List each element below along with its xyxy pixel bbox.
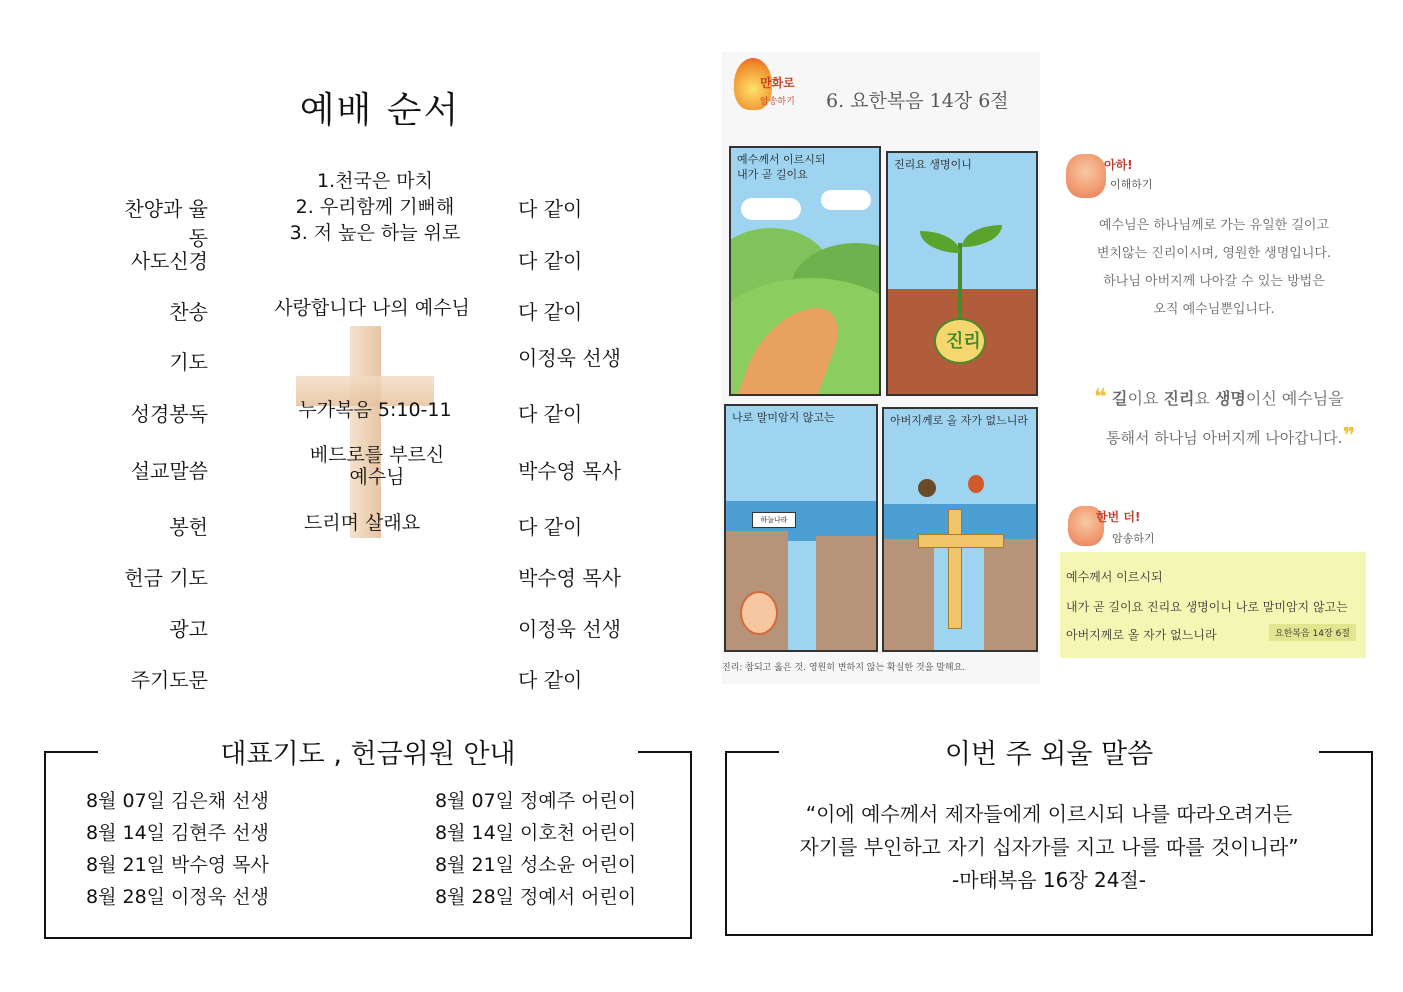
cross-decoration-vertical: [350, 326, 381, 538]
cross-bridge-horizontal: [918, 534, 1004, 548]
memo-reference: 요한복음 14장 6절: [1269, 624, 1356, 641]
comic-panel-way: [729, 146, 881, 396]
order-leader-prayer: 이정욱 선생: [518, 346, 621, 370]
order-leader-sermon: 박수영 목사: [518, 459, 621, 483]
order-label-offering-prayer: 헌금 기도: [124, 566, 208, 590]
understand-heading: 아하!: [1104, 158, 1133, 172]
commentary-body: 예수님은 하나님께로 가는 유일한 길이고 변치않는 진리이시며, 영원한 생명입니다. 하나님 아버지께 나아갈 수 있는 방법은 오직 예수님뿐입니다.: [1096, 218, 1332, 317]
prayer-box-title: 대표기도 , 헌금위원 안내: [220, 739, 516, 770]
list-item: 8월 21일 박수영 목사: [86, 854, 269, 876]
order-leader-creed: 다 같이: [518, 249, 583, 273]
order-label-praise: 찬양과 율동: [124, 197, 208, 250]
memory-note: [1060, 552, 1366, 658]
order-leader-offering: 다 같이: [518, 515, 583, 539]
worship-order-title: 예배 순서: [299, 90, 461, 131]
order-label-lords-prayer: 주기도문: [130, 668, 208, 692]
verse-line-1: “이에 예수께서 제자들에게 이르시되 나를 따라오려거든: [805, 802, 1293, 826]
panel-2-caption: 진리요 생명이니: [894, 158, 972, 171]
memo-line-2: 내가 곧 길이요 진리요 생명이니 나로 말미암지 않고는: [1066, 600, 1348, 614]
verse-line-2: 자기를 부인하고 자기 십자가를 지고 나를 따를 것이니라”: [799, 835, 1299, 859]
order-leader-lords-prayer: 다 같이: [518, 668, 583, 692]
list-item: 8월 28일 이정욱 선생: [86, 886, 269, 908]
recite-subheading: 암송하기: [1112, 532, 1155, 545]
order-middle-hymn: 사랑합니다 나의 예수님: [274, 297, 470, 319]
comic-panel-to-father: [882, 407, 1038, 652]
memory-verse-text: [726, 798, 1372, 897]
order-label-hymn: 찬송: [169, 300, 208, 324]
panel-4-caption: 아버지께로 올 자가 없느니라: [890, 414, 1029, 427]
praise-song-3: 3. 저 높은 하늘 위로: [289, 222, 461, 244]
understand-character-icon: [1066, 154, 1106, 198]
order-label-offering: 봉헌: [169, 515, 208, 539]
order-middle-scripture: 누가복음 5:10-11: [298, 399, 452, 421]
order-leader-scripture: 다 같이: [518, 402, 583, 426]
open-quote-icon: ❝: [1094, 385, 1107, 410]
truth-seed-label: 진리: [946, 331, 981, 352]
order-leader-announcements: 이정욱 선생: [518, 617, 621, 641]
commentary-quote-line-2: 통해서 하나님 아버지께 나아갑니다.❞: [1106, 424, 1356, 449]
order-leader-praise: 다 같이: [518, 197, 583, 221]
order-middle-praise: [245, 168, 505, 246]
sermon-title-line-2: 예수님: [349, 466, 405, 488]
commentary-quote-line-1: ❝ 길이요 진리요 생명이신 예수님을: [1094, 385, 1344, 410]
sermon-title-line-1: 베드로를 부르신: [309, 444, 445, 466]
list-item: 8월 21일 성소윤 어린이: [435, 854, 637, 876]
praise-song-2: 2. 우리함께 기뻐해: [295, 196, 455, 218]
comic-panel-truth: [886, 151, 1038, 396]
praise-song-1: 1.천국은 마치: [317, 170, 433, 192]
understand-subheading: 이해하기: [1110, 178, 1153, 191]
prayer-box-top-left: [44, 751, 98, 753]
order-leader-hymn: 다 같이: [518, 300, 583, 324]
comic-verse-title: 6. 요한복음 14장 6절: [826, 90, 1009, 112]
memo-line-1: 예수께서 이르시되: [1066, 570, 1163, 584]
panel-1-caption: 예수께서 이르시되 내가 곧 길이요: [737, 153, 826, 181]
order-middle-sermon: [247, 444, 507, 488]
order-label-announcements: 광고: [169, 617, 208, 641]
panel-3-caption: 나로 말미암지 않고는: [732, 411, 835, 424]
list-item: 8월 14일 이호천 어린이: [435, 822, 637, 844]
list-item: 8월 07일 김은채 선생: [86, 790, 269, 812]
order-leader-offering-prayer: 박수영 목사: [518, 566, 621, 590]
order-label-scripture: 성경봉독: [130, 402, 208, 426]
list-item: 8월 14일 김현주 선생: [86, 822, 269, 844]
list-item: 8월 07일 정예주 어린이: [435, 790, 637, 812]
memory-box-title: 이번 주 외울 말씀: [944, 739, 1154, 770]
close-quote-icon: ❞: [1342, 424, 1356, 449]
order-label-prayer: 기도: [169, 350, 208, 374]
offering-helpers-list: [435, 785, 636, 913]
prayer-leaders-list: [86, 785, 269, 913]
order-label-sermon: 설교말씀: [130, 459, 208, 483]
recite-heading: 한번 더!: [1096, 510, 1141, 524]
order-middle-offering: 드리며 살래요: [303, 512, 421, 534]
comic-panel-through-me: [724, 404, 878, 652]
badge-label-line-2: 암송하기: [760, 97, 795, 107]
memory-box-top-right: [1319, 751, 1373, 753]
badge-label-line-1: 만화로: [760, 76, 795, 90]
cross-bridge-vertical: [948, 509, 962, 629]
prayer-box-top-right: [638, 751, 692, 753]
memo-line-3: 아버지께로 올 자가 없느니라: [1066, 628, 1217, 642]
memory-box-top-left: [725, 751, 779, 753]
verse-reference: -마태복음 16장 24절-: [952, 868, 1146, 892]
comic-footnote: 진리: 참되고 옳은 것. 영원히 변하지 않는 확실한 것을 말해요.: [722, 663, 966, 673]
heaven-sign: 하늘나라: [752, 512, 796, 528]
list-item: 8월 28일 정예서 어린이: [435, 886, 637, 908]
order-label-creed: 사도신경: [130, 249, 208, 273]
